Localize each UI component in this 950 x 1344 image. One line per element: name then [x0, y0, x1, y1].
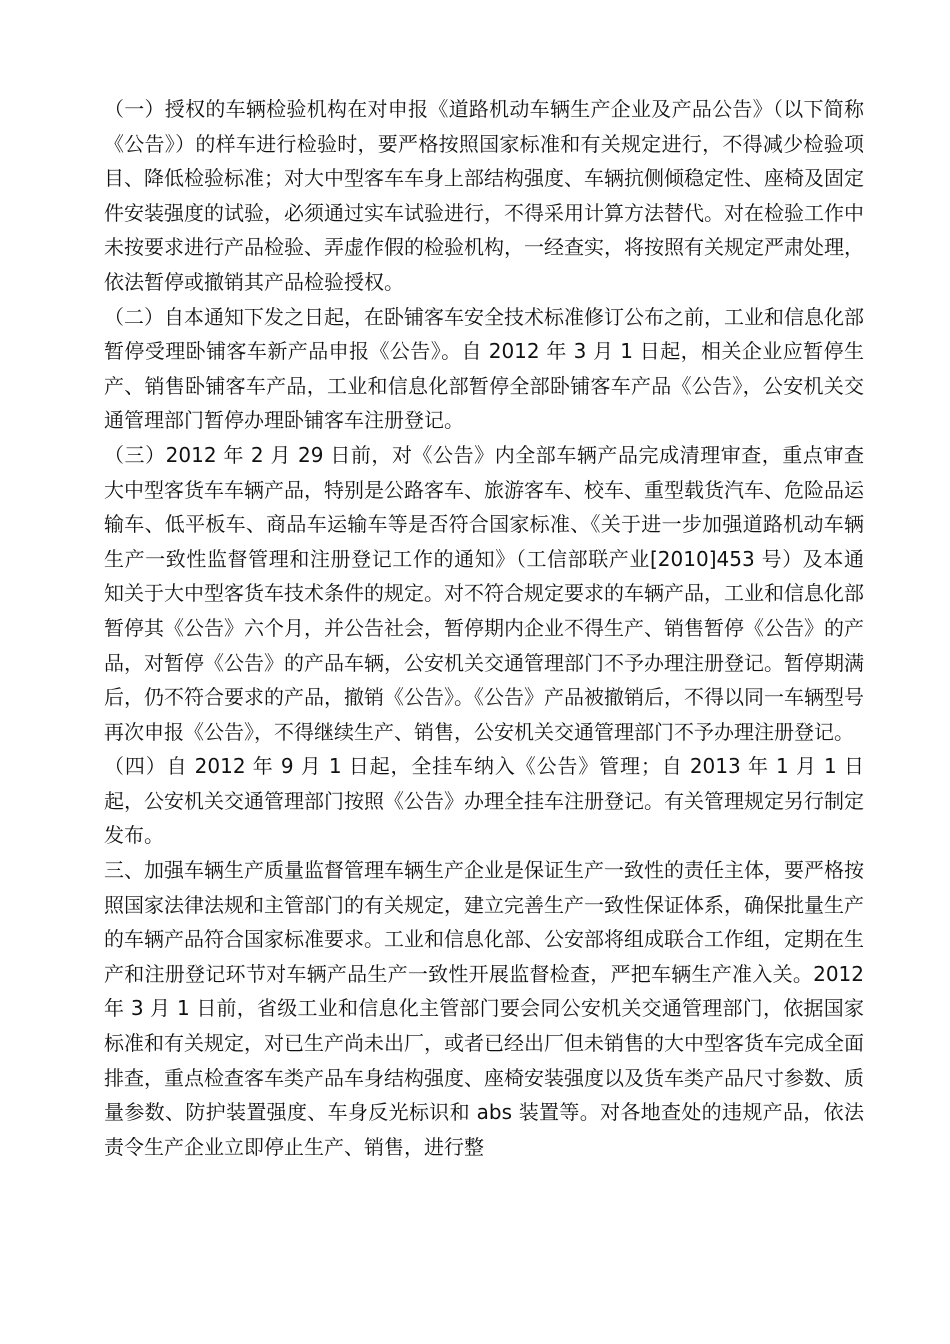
paragraph-4: （四）自 2012 年 9 月 1 日起，全挂车纳入《公告》管理；自 2013 年 1 月 1 日起，公安机关交通管理部门按照《公告》办理全挂车注册登记。有关管理规定另行制定发布。	[104, 754, 864, 848]
paragraph-2: （二）自本通知下发之日起，在卧铺客车安全技术标准修订公布之前，工业和信息化部暂停受理卧铺客车新产品申报《公告》。自 2012 年 3 月 1 日起，相关企业应暂停生产、销售卧铺客车产品，工业和信息化部暂停全部卧铺客车产品《公告》，公安机关交通管理部门暂停办理卧铺客车注册登记。	[104, 304, 864, 433]
paragraph-3: （三）2012 年 2 月 29 日前，对《公告》内全部车辆产品完成清理审查，重点审查大中型客货车车辆产品，特别是公路客车、旅游客车、校车、重型载货汽车、危险品运输车、低平板车、商品车运输车等是否符合国家标准、《关于进一步加强道路机动车辆生产一致性监督管理和注册登记工作的通知》（工信部联产业[2010]453 号）及本通知关于大中型客货车技术条件的规定。对不符合规定要求的车辆产品，工业和信息化部暂停其《公告》六个月，并公告社会，暂停期内企业不得生产、销售暂停《公告》的产品，对暂停《公告》的产品车辆，公安机关交通管理部门不予办理注册登记。暂停期满后，仍不符合要求的产品，撤销《公告》。《公告》产品被撤销后，不得以同一车辆型号再次申报《公告》，不得继续生产、销售，公安机关交通管理部门不予办理注册登记。	[104, 442, 864, 744]
document-body	[104, 92, 864, 1164]
paragraph-1: （一）授权的车辆检验机构在对申报《道路机动车辆生产企业及产品公告》（以下简称《公告》）的样车进行检验时，要严格按照国家标准和有关规定进行，不得减少检验项目、降低检验标准；对大中型客车车身上部结构强度、车辆抗侧倾稳定性、座椅及固定件安装强度的试验，必须通过实车试验进行，不得采用计算方法替代。对在检验工作中未按要求进行产品检验、弄虚作假的检验机构，一经查实，将按照有关规定严肃处理，依法暂停或撤销其产品检验授权。	[104, 97, 864, 294]
paragraph-5: 三、加强车辆生产质量监督管理车辆生产企业是保证生产一致性的责任主体，要严格按照国家法律法规和主管部门的有关规定，建立完善生产一致性保证体系，确保批量生产的车辆产品符合国家标准要求。工业和信息化部、公安部将组成联合工作组，定期在生产和注册登记环节对车辆产品生产一致性开展监督检查，严把车辆生产准入关。2012 年 3 月 1 日前，省级工业和信息化主管部门要会同公安机关交通管理部门，依据国家标准和有关规定，对已生产尚未出厂，或者已经出厂但未销售的大中型客货车完成全面排查，重点检查客车类产品车身结构强度、座椅安装强度以及货车类产品尺寸参数、质量参数、防护装置强度、车身反光标识和 abs 装置等。对各地查处的违规产品，依法责令生产企业立即停止生产、销售，进行整	[104, 858, 864, 1159]
